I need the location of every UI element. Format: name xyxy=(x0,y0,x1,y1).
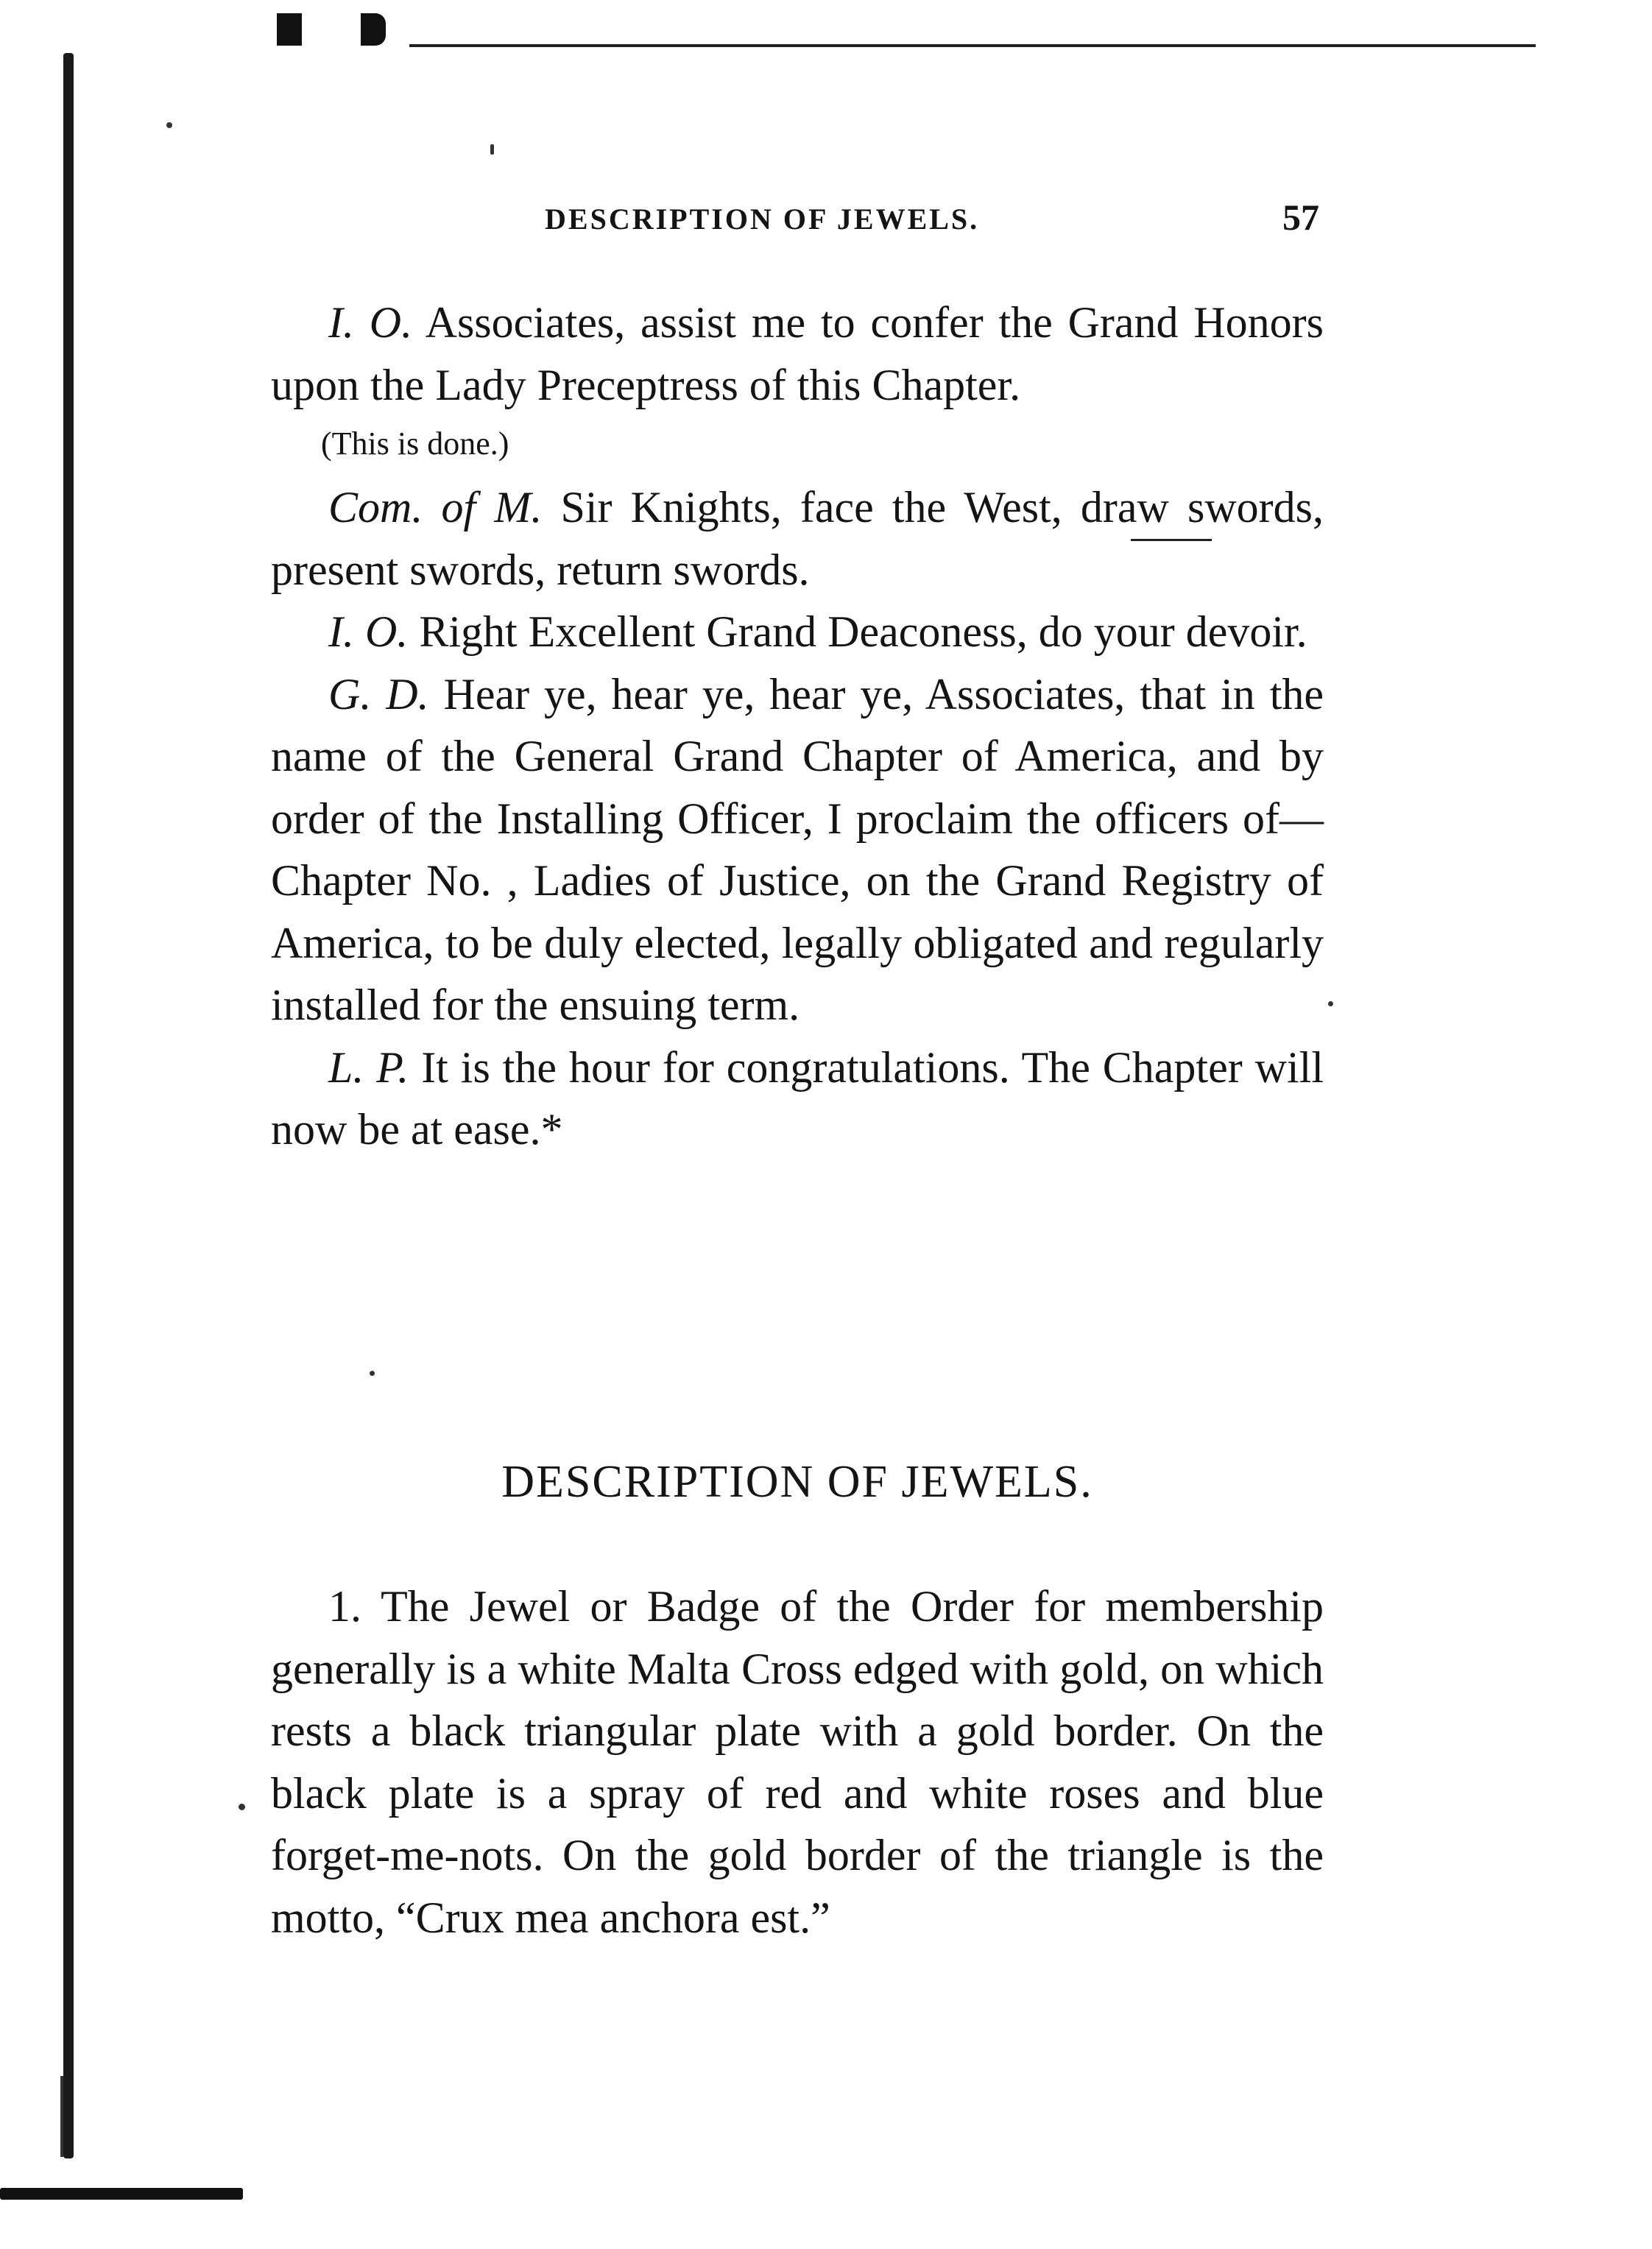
binding-edge-thin xyxy=(60,2076,63,2157)
dialogue-line xyxy=(271,601,1324,663)
jewel-paragraph: 1. The Jewel or Badge of the Order for membership generally is a white Malta Cross edged with gold, on which rests a black triangular plate with a gold border. On the black plate is a spray of red and white roses and blue forget-me-nots. On the gold border of the triangle is the motto, “Crux mea anchora est.” xyxy=(271,1582,1324,1942)
speck xyxy=(239,1804,245,1810)
dialogue-text: It is the hour for congratulations. The Chapter will now be at ease.* xyxy=(271,1042,1324,1154)
page-number: 57 xyxy=(1282,197,1319,238)
speck xyxy=(1328,1001,1333,1006)
dialogue-line xyxy=(271,292,1324,416)
bottom-rule xyxy=(0,2188,243,2200)
section-heading: DESCRIPTION OF JEWELS. xyxy=(501,1457,1093,1507)
speck xyxy=(370,1371,375,1376)
dialogue-line xyxy=(271,1037,1324,1161)
jewel-description xyxy=(271,1575,1324,1949)
binding-edge xyxy=(63,53,74,2158)
speaker-label: I. O. xyxy=(328,607,409,656)
top-rule xyxy=(409,44,1536,47)
speaker-label: I. O. xyxy=(328,298,413,347)
scan-mark-1 xyxy=(277,13,302,46)
speck xyxy=(490,144,494,155)
dialogue-text: Hear ye, hear ye, hear ye, Associates, that in the name of the General Grand Chapter of America, and by order of the Installing Officer, I proclaim the officers of—Chapter No. , Ladies of Justice, on the Grand Registry of America, to be duly elected, legally obligated and regularly installed for the ensuing term. xyxy=(271,669,1324,1029)
dialogue-line xyxy=(271,663,1324,1037)
scan-mark-2 xyxy=(361,13,386,46)
speaker-label: G. D. xyxy=(328,669,429,719)
dialogue-text: Associates, assist me to confer the Grand Honors upon the Lady Preceptress of this Chapter. xyxy=(271,298,1324,409)
dialogue-text: Sir Knights, face the West, draw swords, present swords, return swords. xyxy=(271,483,1324,594)
stage-direction: (This is done.) xyxy=(321,426,509,462)
speaker-label: L. P. xyxy=(328,1042,409,1092)
dialogue-text: Right Excellent Grand Deaconess, do your devoir. xyxy=(419,607,1307,656)
speck xyxy=(166,122,172,128)
short-rule xyxy=(1131,539,1212,541)
speaker-label: Com. of M. xyxy=(328,483,543,532)
dialogue-block xyxy=(271,292,1324,1161)
running-head: DESCRIPTION OF JEWELS. xyxy=(545,202,980,236)
